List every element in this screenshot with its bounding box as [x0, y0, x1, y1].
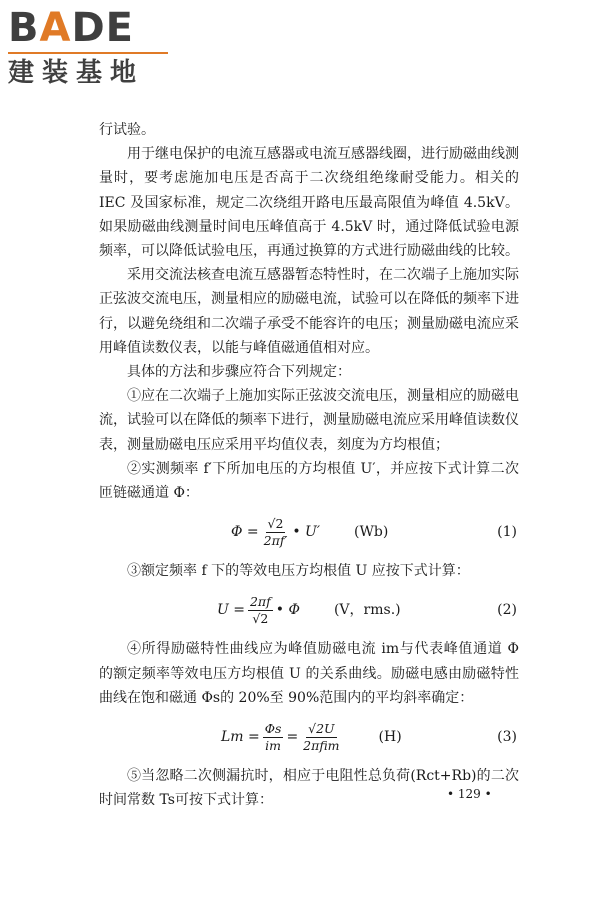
equation-1-tail: • U′	[292, 524, 320, 541]
equation-1-lhs: Φ =	[231, 524, 259, 541]
equation-3-fraction-b	[301, 721, 341, 754]
equation-3-number: (3)	[497, 728, 517, 745]
equation-2-denominator: √2	[252, 610, 269, 626]
logo-wordmark	[8, 6, 178, 50]
continuation-line: 行试验。	[99, 122, 155, 138]
publisher-logo	[8, 6, 178, 94]
list-item-4: ④所得励磁特性曲线应为峰值励磁电流 im与代表峰值通道 Φ 的额定频率等效电压方均根值 U 的关系曲线。励磁电感由励磁特性曲线在饱和磁通 Φs的 20%至 90%范围内的平均斜率确定：	[99, 641, 519, 706]
page-number: • 129 •	[447, 787, 492, 801]
equation-2-numerator: 2πf	[249, 593, 271, 609]
equation-2	[99, 583, 519, 637]
equation-2-tail: • Φ	[275, 602, 300, 619]
equation-3-fraction-a	[263, 721, 284, 754]
equation-2-fraction	[248, 594, 273, 627]
equation-1-denominator: 2πf′	[263, 532, 288, 548]
equation-3-unit: (H)	[378, 728, 402, 745]
list-item-2: ②实测频率 f′下所加电压的方均根值 U′，并应按下式计算二次匝链磁通道 Φ：	[99, 460, 519, 502]
list-item-3: ③额定频率 f 下的等效电压方均根值 U 应按下式计算：	[127, 563, 470, 580]
equation-1	[99, 505, 519, 559]
equation-3-equals: =	[286, 728, 299, 745]
equation-3-lhs: Lm =	[221, 728, 260, 745]
paragraph-1: 用于继电保护的电流互感器或电流互感器线圈，进行励磁曲线测量时，要考虑施加电压是否高于二次绕组绝缘耐受能力。相关的 IEC 及国家标准，规定二次绕组开路电压最高限值为峰值 4.5kV。如果励磁曲线测量时间电压峰值高于 4.5kV 时，通过降低试验电源频率，可以降低试验电压，再通过换算的方式进行励磁曲线的比较。	[99, 146, 519, 260]
equation-3-denominator-b: 2πfim	[303, 737, 340, 753]
equation-3	[99, 710, 519, 764]
logo-letters-de: DE	[71, 5, 134, 51]
logo-letter-a: A	[39, 5, 72, 51]
equation-1-numerator: √2	[267, 515, 284, 531]
equation-3-denominator-a: im	[265, 737, 282, 753]
equation-1-number: (1)	[497, 524, 517, 541]
equation-1-unit: (Wb)	[354, 524, 389, 541]
logo-subtitle: 建装基地	[8, 58, 145, 88]
equation-2-lhs: U =	[217, 602, 245, 619]
equation-1-fraction	[262, 516, 290, 549]
equation-2-number: (2)	[497, 602, 517, 619]
equation-3-numerator-b: √2U	[308, 720, 335, 736]
equation-3-numerator-a: Φs	[264, 720, 282, 736]
list-item-5: ⑤当忽略二次侧漏抗时，相应于电阻性总负荷(Rct+Rb)的二次时间常数 Ts可按下式计算：	[99, 768, 519, 809]
paragraph-3: 具体的方法和步骤应符合下列规定：	[127, 364, 351, 381]
paragraph-2: 采用交流法核查电流互感器暂态特性时，在二次端子上施加实际正弦波交流电压，测量相应的励磁电流，试验可以在降低的频率下进行，以避免绕组和二次端子承受不能容许的电压；测量励磁电流应采用峰值读数仪表，以能与峰值磁通值相对应。	[99, 267, 519, 356]
list-item-1: ①应在二次端子上施加实际正弦波交流电压，测量相应的励磁电流，试验可以在降低的频率下进行，测量励磁电流应采用峰值读数仪表，测量励磁电压应采用平均值仪表，刻度为方均根值；	[99, 388, 519, 453]
equation-2-unit: (V，rms.)	[333, 602, 401, 619]
logo-letter-b: B	[8, 5, 40, 51]
page-body	[99, 118, 519, 812]
logo-rule	[8, 52, 168, 54]
